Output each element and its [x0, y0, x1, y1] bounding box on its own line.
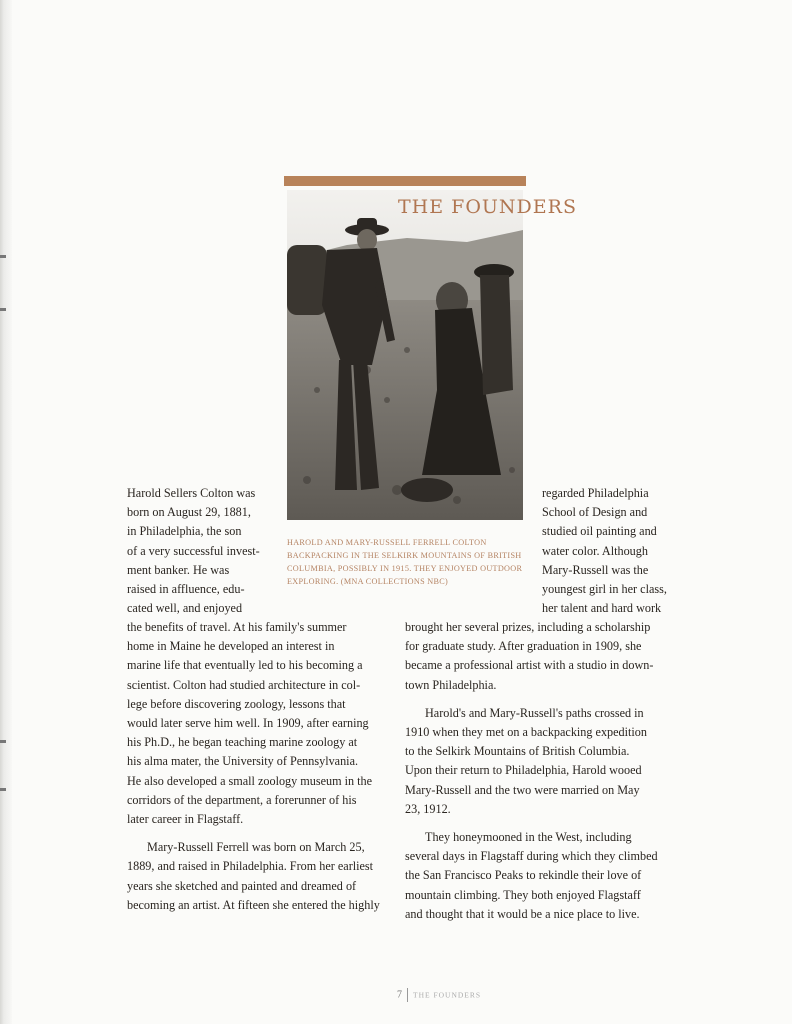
backpacking-photo-illustration: [287, 190, 523, 520]
text-line: Mary-Russell Ferrell was born on March 25,: [147, 840, 365, 855]
text-line: corridors of the department, a forerunner of his: [127, 792, 357, 807]
text-line: brought her several prizes, including a scholarship: [405, 620, 651, 634]
text-line: her talent and hard work: [542, 601, 662, 616]
text-line: marine life that eventually led to his becoming a: [127, 658, 363, 673]
text-line: the benefits of travel. At his family's summer: [127, 620, 347, 634]
text-line: regarded Philadelphia: [542, 486, 649, 500]
text-line: Harold Sellers Colton was: [127, 486, 256, 500]
text-line: his Ph.D., he began teaching marine zoology at: [127, 735, 358, 750]
text-line: to the Selkirk Mountains of British Columbia.: [405, 744, 630, 759]
page-title: THE FOUNDERS: [398, 196, 577, 218]
footer-section-name: THE FOUNDERS: [413, 990, 482, 1000]
text-line: School of Design and: [542, 505, 648, 520]
text-line: raised in affluence, edu-: [127, 582, 245, 597]
text-line: later career in Flagstaff.: [127, 812, 244, 827]
text-line: years she sketched and painted and dreamed of: [127, 878, 357, 893]
text-line: becoming an artist. At fifteen she entered the highly: [127, 897, 380, 912]
text-line: the San Francisco Peaks to rekindle their love of: [405, 868, 642, 883]
left-wrapped-text: [127, 484, 267, 618]
text-line: 1889, and raised in Philadelphia. From her earliest: [127, 859, 374, 874]
text-line: scientist. Colton had studied architecture in col-: [127, 677, 361, 692]
text-line: and thought that it would be a nice place to live.: [405, 906, 640, 921]
page-number: 7: [397, 989, 402, 1001]
text-line: Upon their return to Philadelphia, Harold wooed: [405, 763, 642, 778]
margin-mark: [0, 255, 6, 258]
right-column-text: [405, 618, 685, 924]
text-line: of a very successful invest-: [127, 543, 260, 558]
text-line: would later serve him well. In 1909, after earning: [127, 716, 369, 731]
text-line: cated well, and enjoyed: [127, 601, 243, 616]
text-line: in Philadelphia, the son: [127, 524, 242, 539]
text-line: his alma mater, the University of Pennsylvania.: [127, 754, 359, 769]
text-line: youngest girl in her class,: [542, 582, 667, 597]
text-line: water color. Although: [542, 543, 648, 558]
page-spine-shadow: [0, 0, 12, 1024]
text-line: for graduate study. After graduation in 1909, she: [405, 639, 642, 654]
text-line: town Philadelphia.: [405, 677, 497, 692]
text-line: became a professional artist with a studio in down-: [405, 658, 654, 673]
text-line: They honeymooned in the West, including: [425, 830, 632, 845]
text-line: ment banker. He was: [127, 562, 230, 577]
photo-caption: HAROLD AND MARY-RUSSELL FERRELL COLTON BACKPACKING IN THE SELKIRK MOUNTAINS OF BRITISH COLUMBIA, POSSIBLY IN 1915. THEY ENJOYED OUTDOOR EXPLORING. (MNA COLLECTIONS NBC): [287, 538, 523, 586]
text-line: 23, 1912.: [405, 801, 451, 816]
text-line: lege before discovering zoology, lessons that: [127, 696, 346, 711]
text-line: mountain climbing. They both enjoyed Flagstaff: [405, 887, 641, 902]
left-column-text: [127, 618, 392, 915]
footer-divider: [407, 988, 408, 1002]
page-footer: [397, 988, 597, 1002]
founders-photo: [287, 190, 523, 520]
text-line: Mary-Russell was the: [542, 562, 649, 577]
margin-mark: [0, 788, 6, 791]
margin-mark: [0, 740, 6, 743]
text-line: He also developed a small zoology museum in the: [127, 773, 373, 788]
text-line: Harold's and Mary-Russell's paths crossed in: [425, 705, 644, 720]
margin-mark: [0, 308, 6, 311]
header-accent-bar: [284, 176, 526, 186]
text-line: several days in Flagstaff during which they climbed: [405, 849, 658, 864]
text-line: born on August 29, 1881,: [127, 505, 251, 520]
text-line: studied oil painting and: [542, 524, 657, 539]
text-line: 1910 when they met on a backpacking expedition: [405, 725, 647, 740]
text-line: Mary-Russell and the two were married on May: [405, 782, 640, 797]
right-wrapped-text: [542, 484, 682, 618]
text-line: home in Maine he developed an interest in: [127, 639, 335, 654]
